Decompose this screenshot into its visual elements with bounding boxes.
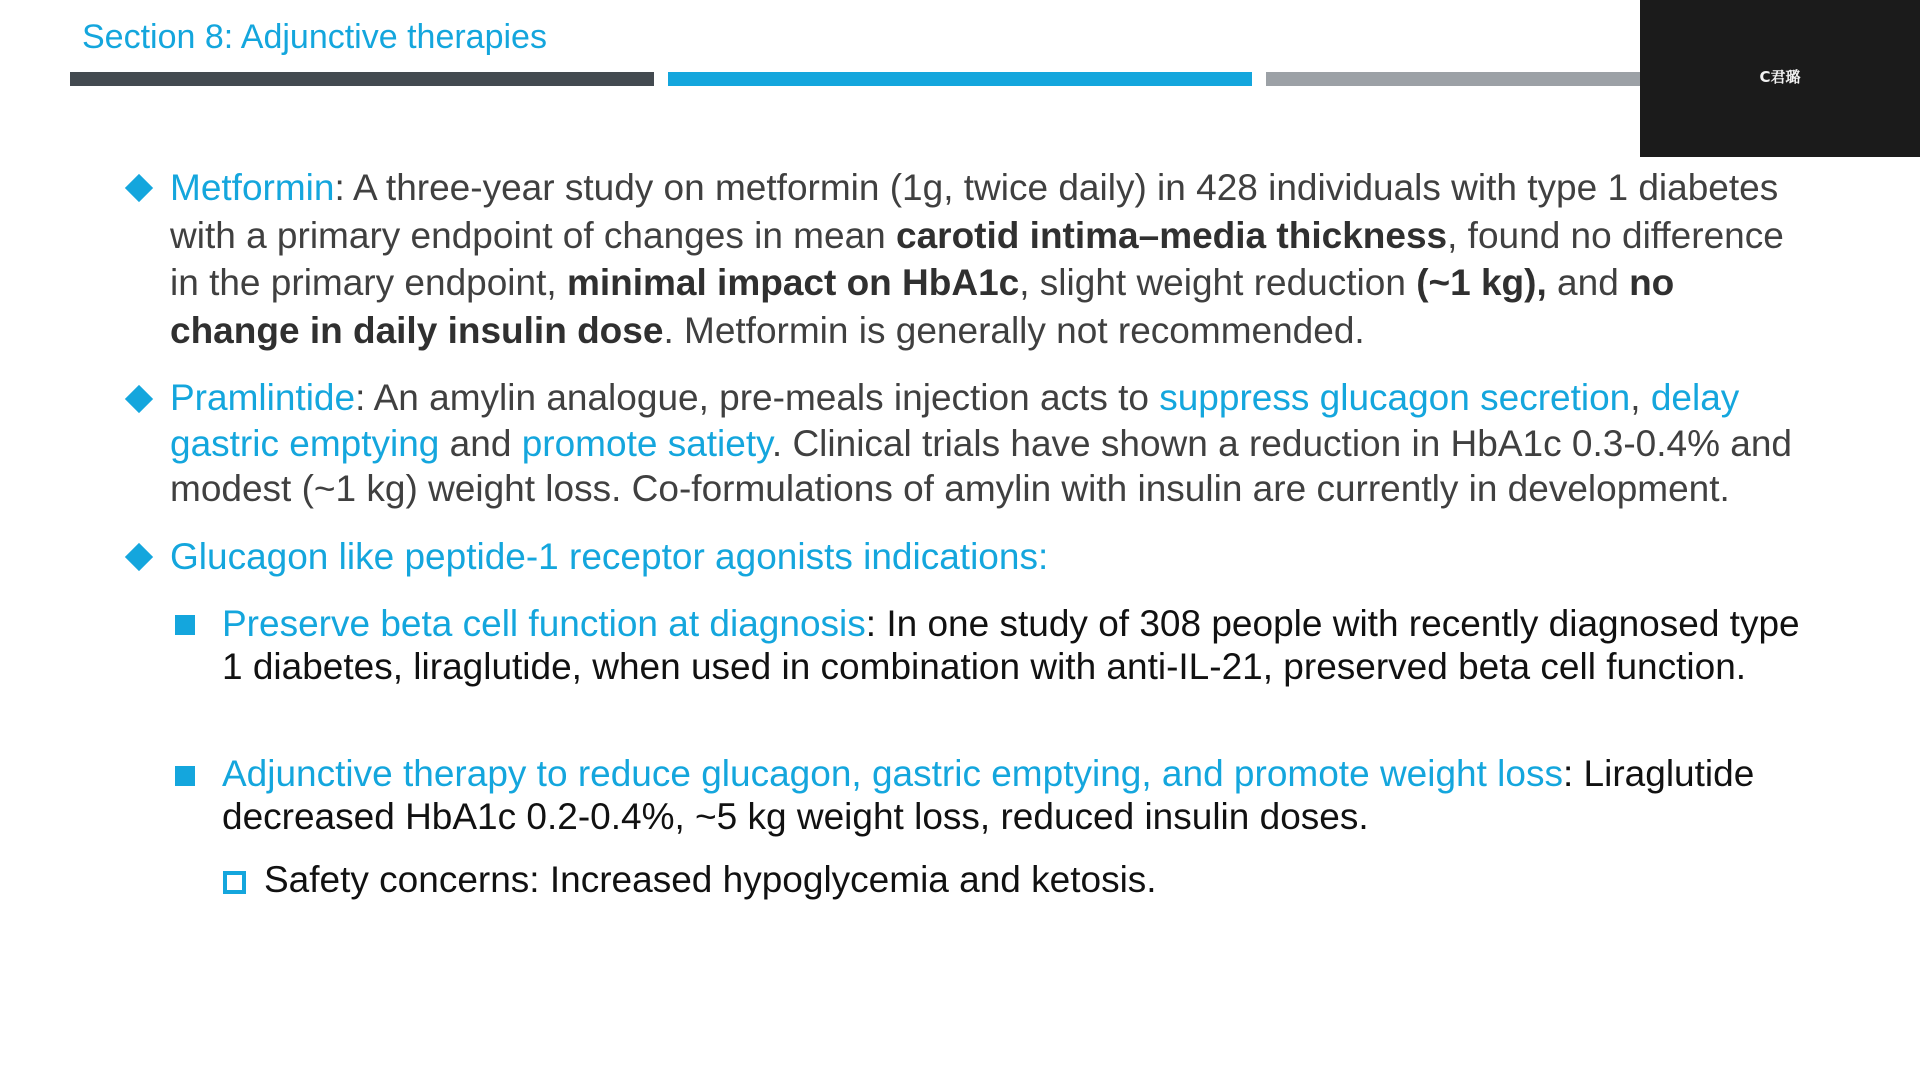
participant-video-tile bbox=[1640, 0, 1920, 157]
metformin-term: Metformin bbox=[170, 167, 335, 208]
sub-bullet-adjunctive bbox=[222, 752, 1800, 838]
pramlintide-keyword-3: promote satiety bbox=[521, 422, 772, 464]
sub-sub-bullet-safety: Safety concerns: Increased hypoglycemia and ketosis. bbox=[264, 859, 1157, 900]
bullet-pramlintide bbox=[170, 375, 1800, 512]
pramlintide-text-4: . Clinical trials have shown a reduction in HbA1c 0.3-0.4% and modest (~1 kg) weight loss. Co-formulations of amylin with insulin are currently in development. bbox=[170, 422, 1792, 509]
sub-bullet-square-icon bbox=[175, 615, 195, 635]
bullet-diamond-icon bbox=[125, 543, 153, 571]
metformin-bold-4: no change in daily insulin dose bbox=[170, 262, 1675, 351]
bullet-diamond-icon bbox=[125, 174, 153, 202]
bullet-metformin bbox=[170, 164, 1800, 354]
bullet-diamond-icon bbox=[125, 385, 153, 413]
header-bar-blue bbox=[668, 72, 1252, 86]
pramlintide-keyword-1: suppress glucagon secretion bbox=[1159, 377, 1631, 418]
header-bar-grey bbox=[1266, 72, 1666, 86]
beta-cell-text: : In one study of 308 people with recently diagnosed type 1 diabetes, liraglutide, when used in combination with anti-IL-21, preserved beta cell function. bbox=[222, 603, 1800, 687]
pramlintide-text-3: and bbox=[439, 422, 522, 464]
metformin-bold-2: minimal impact on HbA1c bbox=[566, 262, 1020, 303]
metformin-text-4: and bbox=[1546, 262, 1630, 303]
pramlintide-text-1: : An amylin analogue, pre-meals injection acts to bbox=[355, 377, 1160, 418]
metformin-text-1: : A three-year study on metformin (1g, twice daily) in 428 individuals with type 1 diabetes with a primary endpoint of changes in mean bbox=[170, 167, 1779, 256]
bullet-glp1-heading: Glucagon like peptide-1 receptor agonists indications: bbox=[170, 536, 1049, 577]
sub-bullet-beta-cell bbox=[222, 602, 1800, 688]
metformin-bold-1: carotid intima–media thickness bbox=[896, 214, 1448, 256]
sub-sub-bullet-hollow-square-icon bbox=[223, 871, 246, 894]
beta-cell-term: Preserve beta cell function at diagnosis bbox=[222, 603, 866, 644]
metformin-text-3: , slight weight reduction bbox=[1019, 262, 1417, 303]
metformin-bold-3: (~1 kg), bbox=[1416, 262, 1547, 303]
metformin-text-2: , found no difference in the primary endpoint, bbox=[170, 214, 1784, 303]
participant-label: C君璐 bbox=[1759, 68, 1801, 86]
sub-bullet-square-icon bbox=[175, 766, 195, 786]
header-bar-dark bbox=[70, 72, 654, 86]
pramlintide-term: Pramlintide bbox=[170, 377, 356, 418]
pramlintide-text-2: , bbox=[1630, 377, 1651, 418]
adjunctive-term: Adjunctive therapy to reduce glucagon, gastric emptying, and promote weight loss bbox=[222, 753, 1563, 794]
adjunctive-text: : Liraglutide decreased HbA1c 0.2-0.4%, ~5 kg weight loss, reduced insulin doses. bbox=[222, 753, 1755, 837]
metformin-text-5: . Metformin is generally not recommended. bbox=[663, 309, 1365, 351]
section-title: Section 8: Adjunctive therapies bbox=[82, 18, 547, 56]
pramlintide-keyword-2: delay gastric emptying bbox=[170, 377, 1740, 464]
